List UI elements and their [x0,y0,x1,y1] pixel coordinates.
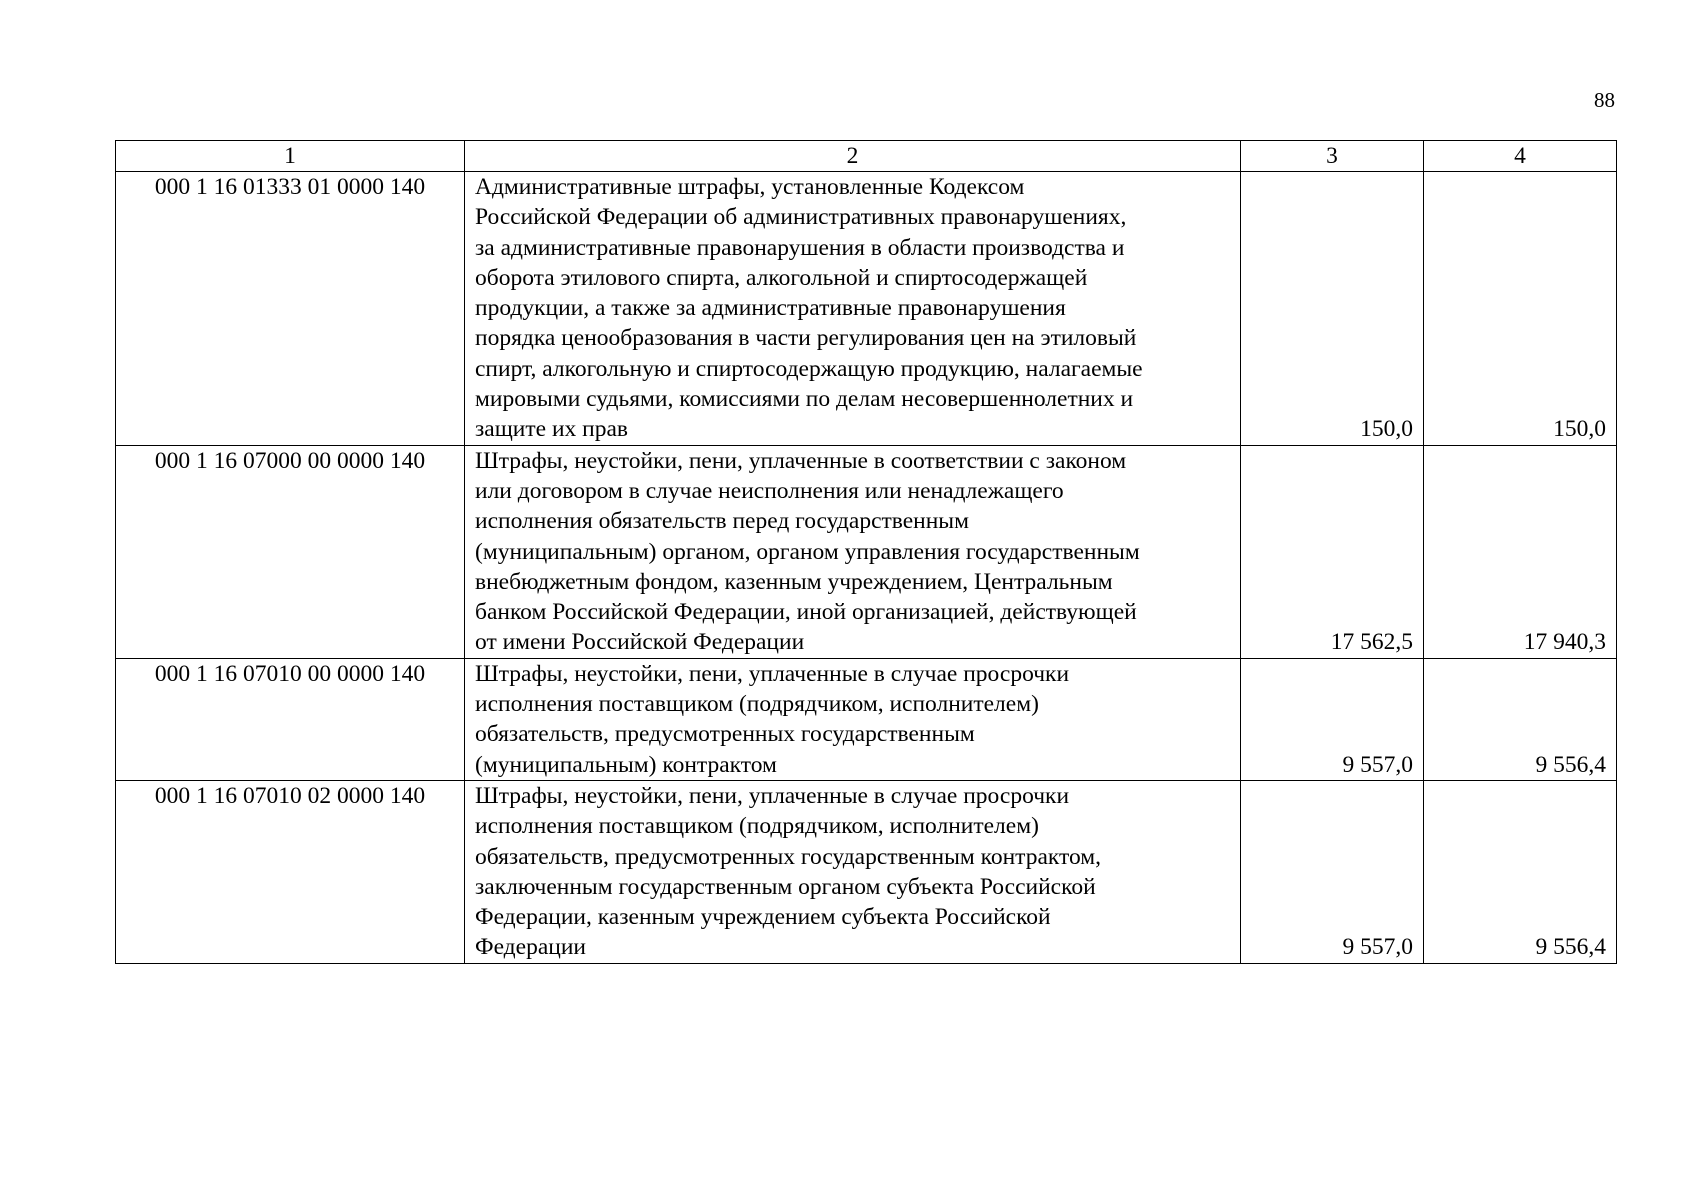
row-code: 000 1 16 07010 02 0000 140 [116,780,465,963]
description-line: банком Российской Федерации, иной организацией, действующей [475,599,1137,626]
row-description [465,445,1241,658]
row-description [465,172,1241,446]
table-row [116,658,1617,780]
column-header-2: 2 [465,141,1241,172]
row-description [465,658,1241,780]
page-number: 88 [1594,88,1615,112]
table-body [116,172,1617,964]
column-header-1: 1 [116,141,465,172]
row-value-col3: 17 562,5 [1241,445,1424,658]
row-value-col3: 150,0 [1241,172,1424,446]
description-line: Штрафы, неустойки, пени, уплаченные в случае просрочки [475,782,1070,809]
description-line: порядка ценообразования в части регулирования цен на этиловый [475,325,1137,352]
description-line: обязательств, предусмотренных государственным [475,721,975,748]
row-value-col3: 9 557,0 [1241,658,1424,780]
description-line: спирт, алкогольную и спиртосодержащую продукцию, налагаемые [475,355,1143,382]
table-row [116,780,1617,963]
description-line: исполнения поставщиком (подрядчиком, исполнителем) [475,813,1039,840]
description-line: (муниципальным) органом, органом управления государственным [475,538,1140,565]
description-line: мировыми судьями, комиссиями по делам несовершеннолетних и [475,386,1134,413]
description-line: Федерации, казенным учреждением субъекта Российской [475,904,1051,931]
row-code: 000 1 16 07000 00 0000 140 [116,445,465,658]
header-row [116,141,1617,172]
column-header-4: 4 [1424,141,1617,172]
description-line: оборота этилового спирта, алкогольной и спиртосодержащей [475,264,1088,291]
description-line: исполнения обязательств перед государственным [475,508,969,535]
column-header-3: 3 [1241,141,1424,172]
description-line: (муниципальным) контрактом [475,751,777,778]
table-row [116,172,1617,446]
row-value-col4: 9 556,4 [1424,658,1617,780]
description-line: заключенным государственным органом субъекта Российской [475,873,1096,900]
description-line: Федерации [475,934,586,961]
description-line: Российской Федерации об административных правонарушениях, [475,204,1127,231]
row-value-col4: 150,0 [1424,172,1617,446]
description-line: Штрафы, неустойки, пени, уплаченные в случае просрочки [475,660,1070,687]
row-value-col4: 17 940,3 [1424,445,1617,658]
description-line: обязательств, предусмотренных государственным контрактом, [475,843,1102,870]
row-value-col3: 9 557,0 [1241,780,1424,963]
table-row [116,445,1617,658]
description-line: продукции, а также за административные правонарушения [475,295,1066,322]
description-line: за административные правонарушения в области производства и [475,234,1125,261]
description-line: внебюджетным фондом, казенным учреждением, Центральным [475,568,1113,595]
row-value-col4: 9 556,4 [1424,780,1617,963]
table-header [116,141,1617,172]
row-code: 000 1 16 01333 01 0000 140 [116,172,465,446]
description-line: защите их прав [475,416,629,443]
row-description [465,780,1241,963]
description-line: Штрафы, неустойки, пени, уплаченные в соответствии с законом [475,447,1127,474]
description-line: исполнения поставщиком (подрядчиком, исполнителем) [475,691,1039,718]
row-code: 000 1 16 07010 00 0000 140 [116,658,465,780]
description-line: или договором в случае неисполнения или ненадлежащего [475,477,1064,504]
budget-table [115,140,1617,964]
description-line: Административные штрафы, установленные Кодексом [475,174,1025,200]
description-line: от имени Российской Федерации [475,629,805,656]
